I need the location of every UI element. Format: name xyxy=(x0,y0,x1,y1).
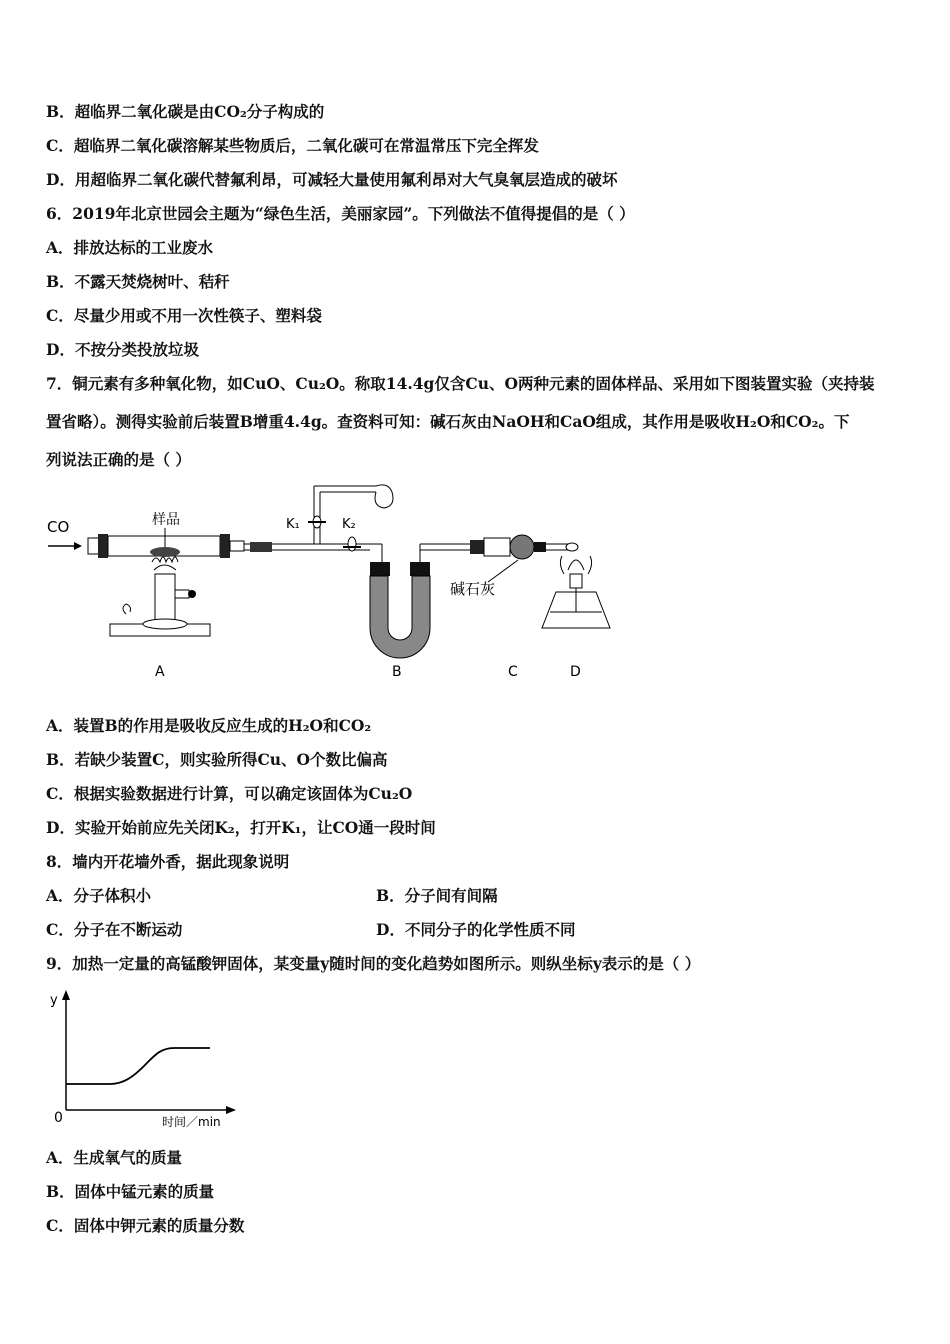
trend-curve xyxy=(66,1048,210,1084)
y-axis-label: y xyxy=(50,993,58,1008)
q7-apparatus-figure xyxy=(40,478,640,688)
q9-option-c: C．固体中钾元素的质量分数 xyxy=(46,1216,245,1235)
q7-option-d: D．实验开始前应先关闭K₂，打开K₁，让CO通一段时间 xyxy=(46,818,436,837)
q5-option-c: C．超临界二氧化碳溶解某些物质后，二氧化碳可在常温常压下完全挥发 xyxy=(46,136,539,155)
x-axis-label: 时间／min xyxy=(162,1115,221,1129)
label-b: B xyxy=(392,664,402,680)
q6-option-b: B．不露天焚烧树叶、秸秆 xyxy=(46,272,230,291)
co-label: CO xyxy=(47,518,70,536)
q8-option-d: D．不同分子的化学性质不同 xyxy=(376,920,576,939)
sample-solid xyxy=(150,547,180,557)
k1-label: K₁ xyxy=(286,517,300,532)
u-tube-left-stopper xyxy=(370,562,390,576)
q7-option-c: C．根据实验数据进行计算，可以确定该固体为Cu₂O xyxy=(46,784,413,803)
q8-option-c: C．分子在不断运动 xyxy=(46,920,183,939)
q6-option-c: C．尽量少用或不用一次性筷子、塑料袋 xyxy=(46,306,322,325)
q9-graph xyxy=(44,986,244,1130)
soda-lime-label: 碱石灰 xyxy=(450,580,496,598)
q5-option-b: B．超临界二氧化碳是由CO₂分子构成的 xyxy=(46,102,325,121)
q7-stem-line2: 置省略）。测得实验前后装置B增重4.4g。查资料可知：碱石灰由NaOH和CaO组成，其作用是吸收H₂O和CO₂。下 xyxy=(46,412,850,431)
u-tube-right-stopper xyxy=(410,562,430,576)
q7-stem-line1: 7．铜元素有多种氧化物，如CuO、Cu₂O。称取14.4g仅含Cu、O两种元素的固体样品、采用如下图装置实验（夹持装 xyxy=(46,374,875,393)
q7-option-a: A．装置B的作用是吸收反应生成的H₂O和CO₂ xyxy=(46,716,372,735)
q7-stem-line3: 列说法正确的是（ ） xyxy=(46,450,191,469)
burner xyxy=(155,574,175,624)
q8-stem: 8．墙内开花墙外香，据此现象说明 xyxy=(46,852,290,871)
k2-valve xyxy=(348,537,356,551)
label-c: C xyxy=(508,664,518,680)
origin-label: 0 xyxy=(54,1110,63,1126)
q6-option-a: A．排放达标的工业废水 xyxy=(46,238,214,257)
sample-label: 样品 xyxy=(152,512,180,528)
q6-option-d: D．不按分类投放垃圾 xyxy=(46,340,199,359)
q9-option-a: A．生成氧气的质量 xyxy=(46,1148,183,1167)
q8-option-a: A．分子体积小 xyxy=(46,886,152,905)
q9-stem: 9．加热一定量的高锰酸钾固体，某变量y随时间的变化趋势如图所示。则纵坐标y表示的是（ ） xyxy=(46,954,701,973)
soda-lime-tube-c xyxy=(510,535,534,559)
label-a: A xyxy=(155,664,165,680)
q9-option-b: B．固体中锰元素的质量 xyxy=(46,1182,215,1201)
k2-label: K₂ xyxy=(342,517,356,532)
q8-option-b: B．分子间有间隔 xyxy=(376,886,498,905)
u-tube-b xyxy=(370,576,430,658)
q6-stem: 6．2019年北京世园会主题为“绿色生活，美丽家园”。下列做法不值得提倡的是（ ） xyxy=(46,204,635,223)
q5-option-d: D．用超临界二氧化碳代替氟利昂，可减轻大量使用氟利昂对大气臭氧层造成的破坏 xyxy=(46,170,618,189)
label-d: D xyxy=(570,664,581,680)
q7-option-b: B．若缺少装置C，则实验所得Cu、O个数比偏高 xyxy=(46,750,388,769)
